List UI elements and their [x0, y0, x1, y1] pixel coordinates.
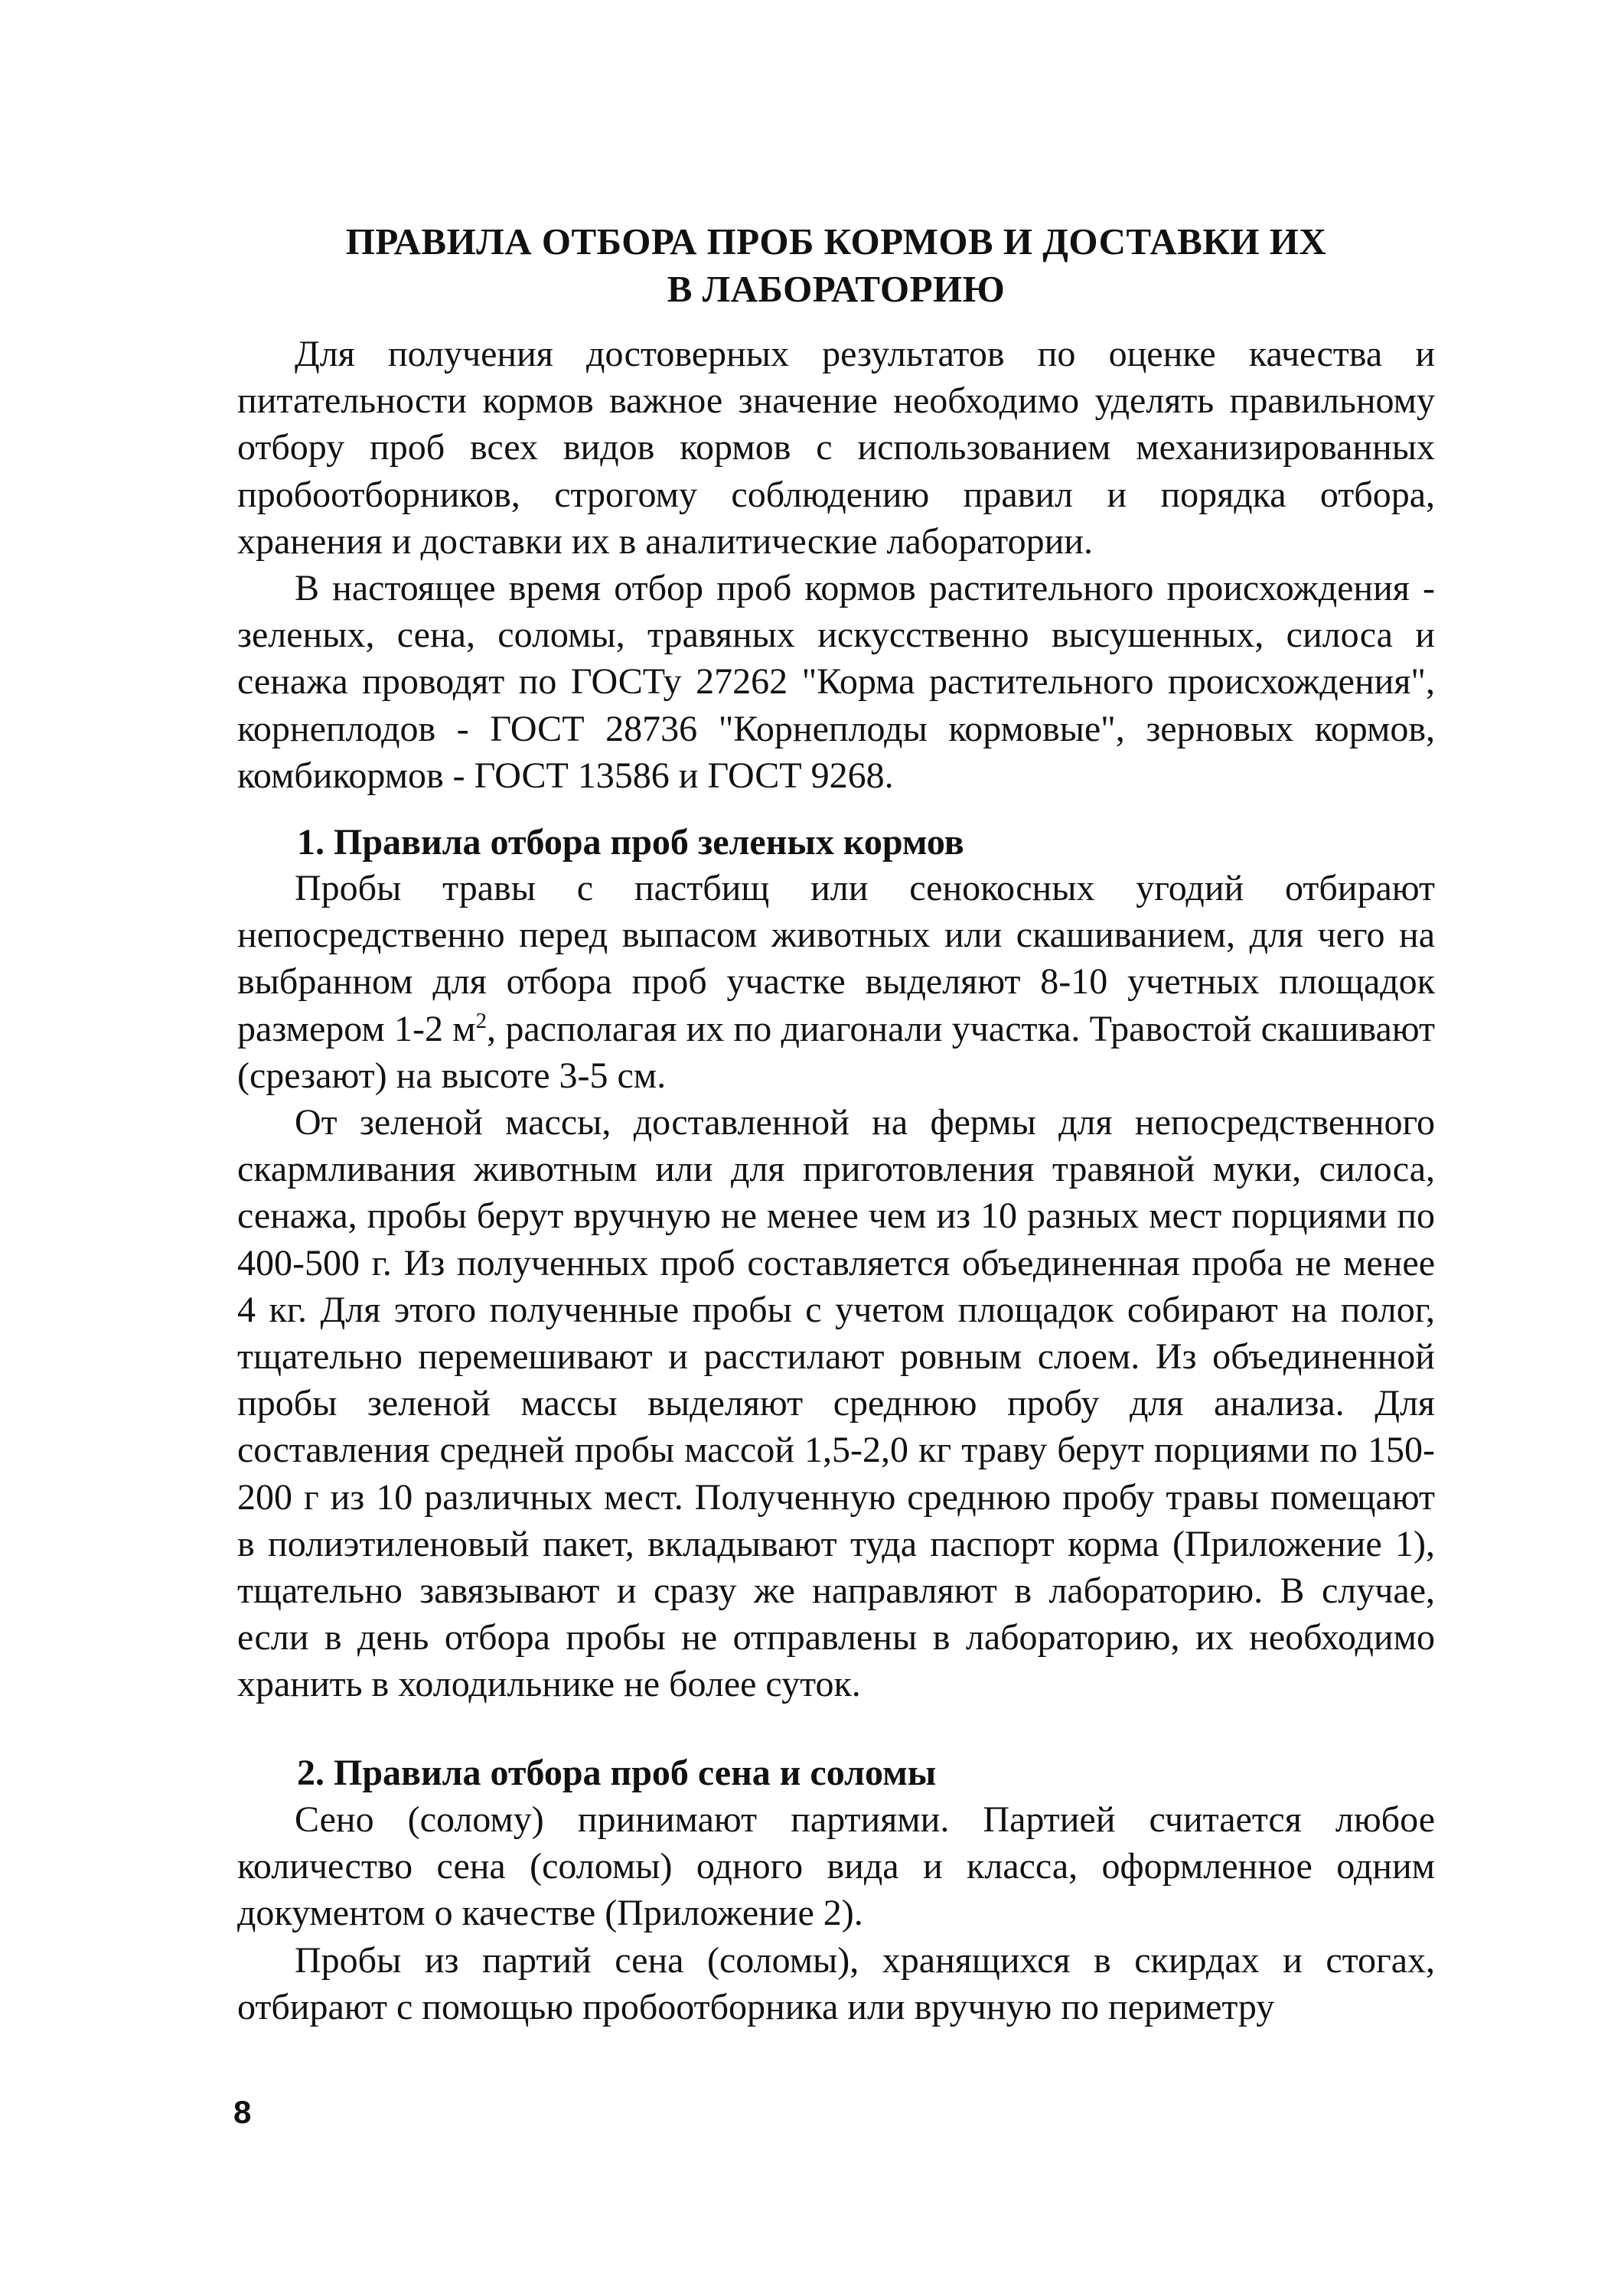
page-number: 8 — [233, 2094, 252, 2130]
section-2-heading: 2. Правила отбора проб сена и соломы — [297, 1753, 937, 1793]
section-1-p1-superscript: 2 — [475, 1008, 488, 1033]
section-1-p1-text-b: , располагая их по диагонали участка. Травостой скашивают (срезают) на высоте 3-5 см. — [237, 1008, 1435, 1096]
section-2-paragraph-1: Сено (солому) принимают партиями. Партией считается любое количество сена (соломы) одного вида и класса, оформленное одним документом о качестве (Приложение 2). — [237, 1799, 1435, 1934]
section-1-paragraph-2: От зеленой массы, доставленной на фермы для непосредственного скармливания животным или для приготовления травяной муки, силоса, сенажа, пробы берут вручную не менее чем из 10 разных мест порциями по 400-500 г. Из полученных проб составляется объединенная проба не менее 4 кг. Для этого полученные пробы с учетом площадок собирают на полог, тщательно перемешивают и расстилают ровным слоем. Из объединенной пробы зеленой массы выделяют среднюю пробу для анализа. Для составления средней пробы массой 1,5-2,0 кг траву берут порциями по 150-200 г из 10 различных мест. Полученную среднюю пробу травы помещают в полиэтиленовый пакет, вкладывают туда паспорт корма (Приложение 1), тщательно завязывают и сразу же направляют в лабораторию. В случае, если в день отбора пробы не отправлены в лабораторию, их необходимо хранить в холодильнике не более суток. — [237, 1102, 1435, 1705]
intro-text — [237, 331, 1435, 799]
section-1-paragraph-1 — [237, 865, 1435, 1099]
section-2-paragraph-2: Пробы из партий сена (соломы), хранящихся в скирдах и стогах, отбирают с помощью пробоотборника или вручную по периметру — [237, 1939, 1435, 2027]
section-1-p1-text-a: Пробы травы с пастбищ или сенокосных угодий отбирают непосредственно перед выпасом животных или скашиванием, для чего на выбранном для отбора проб участке выделяют 8-10 учетных площадок размером 1-2 м — [237, 868, 1435, 1049]
section-2-text — [237, 1796, 1435, 2030]
intro-paragraph-1: Для получения достоверных результатов по оценке качества и питательности кормов важное значение необходимо уделять правильному отбору проб всех видов кормов с использованием механизированных пробоотборников, строгому соблюдению правил и порядка отбора, хранения и доставки их в аналитические лаборатории. — [237, 334, 1435, 562]
intro-paragraph-2: В настоящее время отбор проб кормов растительного происхождения - зеленых, сена, соломы, травяных искусственно высушенных, силоса и сенажа проводят по ГОСТу 27262 "Корма растительного происхождения", корнеплодов - ГОСТ 28736 "Корнеплоды кормовые", зерновых кормов, комбикормов - ГОСТ 13586 и ГОСТ 9268. — [237, 568, 1435, 796]
title-line-1: ПРАВИЛА ОТБОРА ПРОБ КОРМОВ И ДОСТАВКИ ИХ — [345, 220, 1327, 263]
section-1-heading: 1. Правила отбора проб зеленых кормов — [297, 822, 964, 863]
section-1-text — [237, 865, 1435, 1708]
document-title — [237, 218, 1435, 313]
title-line-2: В ЛАБОРАТОРИЮ — [667, 268, 1006, 310]
